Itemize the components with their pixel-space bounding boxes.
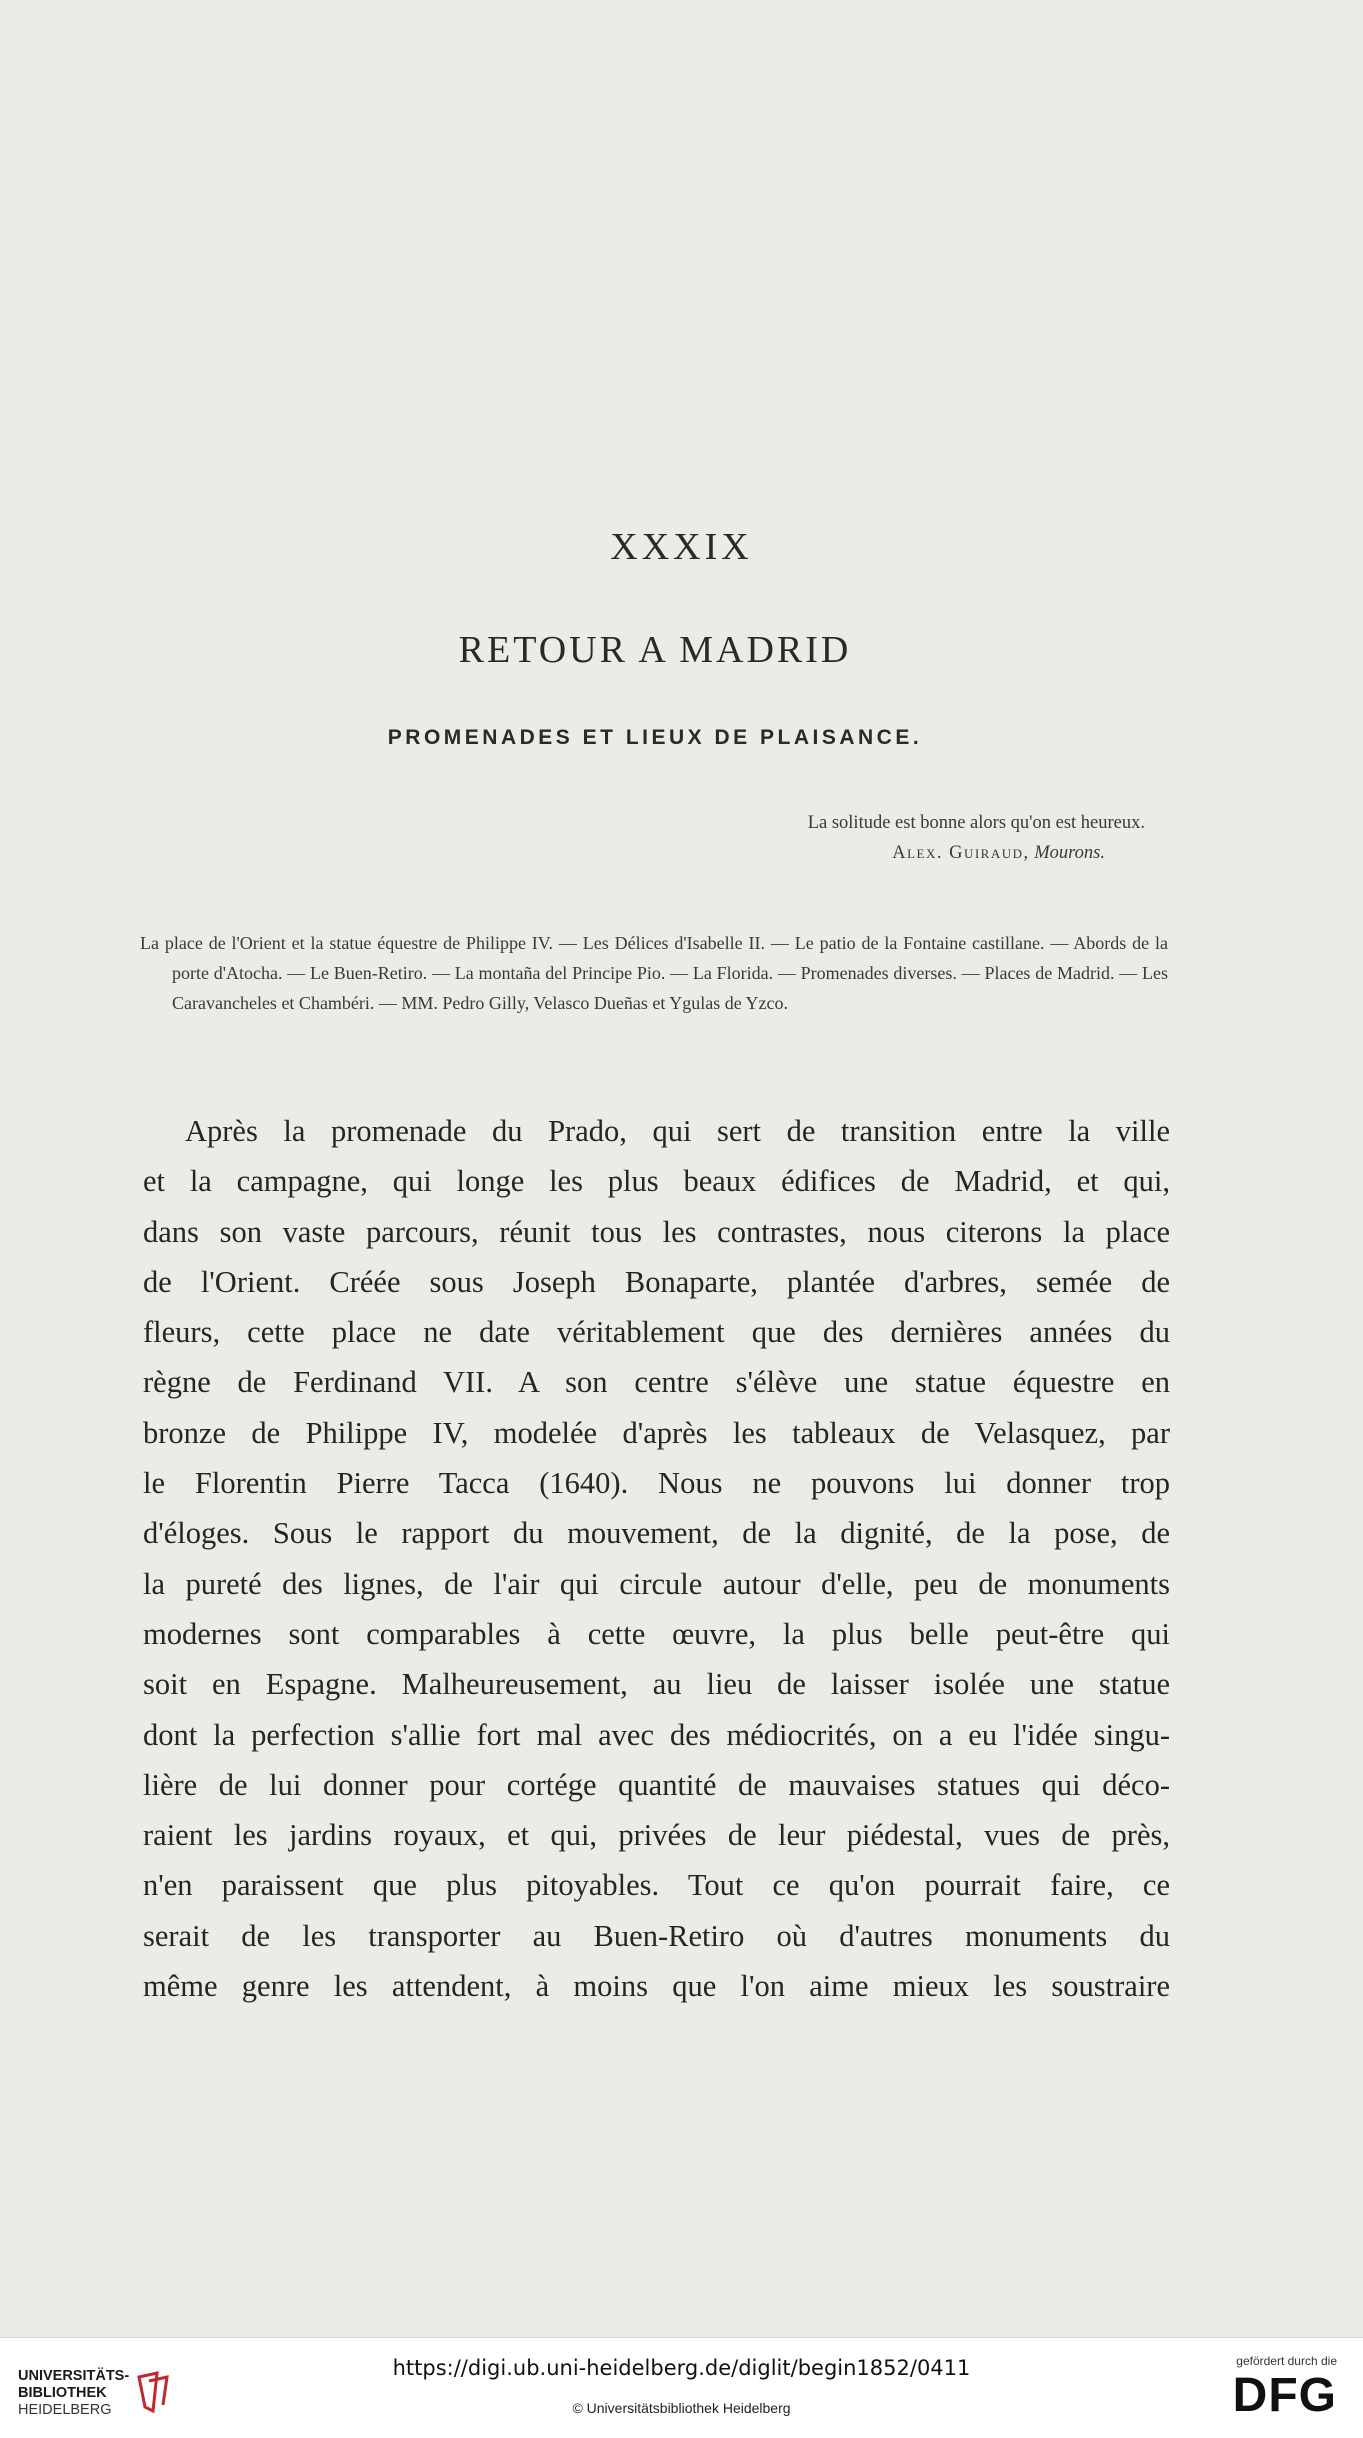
- chapter-summary-text: La place de l'Orient et la statue équestre de Philippe IV. — Les Délices d'Isabelle II. — Le patio de la Fontaine castillane. — Abords de la porte d'Atocha. — Le Buen-Retiro. — La montaña del Principe Pio. — La Florida. — Promenades diverses. — Places de Madrid. — Les Caravancheles et Chambéri. — MM. Pedro Gilly, Velasco Dueñas et Ygulas de Yzco.: [140, 933, 1168, 1013]
- chapter-title: RETOUR A MADRID: [458, 629, 852, 671]
- body-line: modernes sont comparables à cette œuvre, la plus belle peut-être qui: [143, 1616, 1170, 1651]
- body-text: [143, 1106, 1170, 2011]
- library-name-line3: HEIDELBERG: [18, 2402, 112, 2418]
- chapter-number: XXXIX: [610, 526, 753, 568]
- body-line: le Florentin Pierre Tacca (1640). Nous ne pouvons lui donner trop: [143, 1466, 1170, 1501]
- body-line: soit en Espagne. Malheureusement, au lieu de laisser isolée une statue: [143, 1667, 1170, 1702]
- library-name-line1: UNIVERSITÄTS-: [18, 2368, 130, 2384]
- body-line: serait de les transporter au Buen-Retiro où d'autres monuments du: [143, 1918, 1170, 1953]
- epigraph-quote: La solitude est bonne alors qu'on est heureux.: [807, 813, 1145, 833]
- dfg-logo-text: DFG: [1232, 2369, 1337, 2422]
- library-name-line2: BIBLIOTHEK: [18, 2385, 107, 2401]
- dfg-logo-icon[interactable]: [1233, 2354, 1337, 2420]
- body-line: dans son vaste parcours, réunit tous les contrastes, nous citerons la place: [143, 1214, 1170, 1249]
- epigraph-author: Alex. Guiraud,: [892, 843, 1030, 863]
- body-line: et la campagne, qui longe les plus beaux édifices de Madrid, et qui,: [143, 1164, 1170, 1199]
- body-line: la pureté des lignes, de l'air qui circule autour d'elle, peu de monuments: [143, 1566, 1170, 1601]
- body-line: raient les jardins royaux, et qui, privées de leur piédestal, vues de près,: [143, 1818, 1170, 1853]
- body-line: lière de lui donner pour cortége quantité de mauvaises statues qui déco-: [143, 1767, 1170, 1802]
- body-line: dont la perfection s'allie fort mal avec des médiocrités, on a eu l'idée singu-: [143, 1717, 1170, 1752]
- funding-caption: gefördert durch die: [1236, 2354, 1337, 2368]
- chapter-subtitle: PROMENADES ET LIEUX DE PLAISANCE.: [387, 726, 923, 749]
- permalink-url[interactable]: https://digi.ub.uni-heidelberg.de/diglit/begin1852/0411: [392, 2356, 971, 2380]
- body-line: d'éloges. Sous le rapport du mouvement, de la dignité, de la pose, de: [143, 1516, 1170, 1551]
- chapter-summary: [140, 928, 1168, 1018]
- body-line: fleurs, cette place ne date véritablement que des dernières années du: [143, 1315, 1170, 1350]
- body-line: de l'Orient. Créée sous Joseph Bonaparte, plantée d'arbres, semée de: [143, 1264, 1170, 1299]
- footer-bar: [0, 2337, 1363, 2438]
- body-line: n'en paraissent que plus pitoyables. Tout ce qu'on pourrait faire, ce: [143, 1868, 1170, 1903]
- copyright-notice: © Universitätsbibliothek Heidelberg: [572, 2400, 791, 2416]
- epigraph: [545, 808, 1145, 868]
- body-line: même genre les attendent, à moins que l'on aime mieux les soustraire: [143, 1969, 1170, 2004]
- body-line: Après la promenade du Prado, qui sert de transition entre la ville: [185, 1114, 1170, 1148]
- epigraph-source: [545, 838, 1145, 868]
- epigraph-work: Mourons.: [1034, 843, 1105, 863]
- body-line: bronze de Philippe IV, modelée d'après les tableaux de Velasquez, par: [143, 1415, 1170, 1450]
- body-line: règne de Ferdinand VII. A son centre s'élève une statue équestre en: [143, 1365, 1170, 1400]
